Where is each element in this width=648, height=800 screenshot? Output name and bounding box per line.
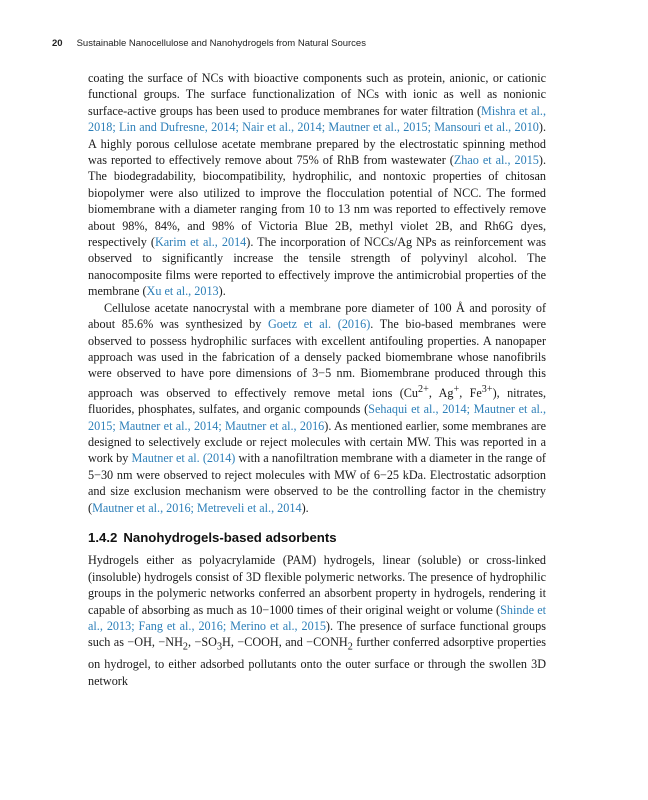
text-span: ). The incorporation of NCCs/Ag NPs as reinforcement was observed to significantly increase the tensile strength of polyvinyl alcohol. The nanocomposite films were reported to effectively improve the antimicrobial properties of the membrane ( (88, 235, 547, 299)
section-heading (88, 530, 546, 546)
text-span: . The bio-based membranes were observed to possess hydrophilic surfaces with excellent antifouling properties. A nanopaper approach was used in the fabrication of a densely packed biomembrane whose nanofibrils were observed to have pore dimensions of 3−5 nm. Biomembrane produced through this approach was observed to effectively remove metal ions (Cu (88, 317, 547, 400)
book-title: Sustainable Nanocellulose and Nanohydrogels from Natural Sources (76, 38, 366, 49)
text-span: ). (301, 500, 309, 515)
text-span: Hydrogels either as polyacrylamide (PAM) hydrogels, linear (soluble) or cross-linked (insoluble) hydrogels consist of 3D flexible polymeric networks. The presence of hydrophilic groups in the polymeric networks conferred an absorbent property in hydrogels, rendering it capable of absorbing as much as 10−1000 times of their original weight or volume ( (88, 553, 546, 617)
citation-link[interactable]: Shinde et al., 2013; Fang et al., 2016; Merino et al., 2015 (88, 602, 546, 634)
text-span: Cellulose acetate nanocrystal with a membrane pore diameter of 100 Å and porosity of about 85.6% was synthesized by (88, 300, 546, 332)
text-span: with a nanofiltration membrane with a diameter in the range of 5−30 nm were observed to reject molecules with MW of 6−25 kDa. Electrostatic adsorption and size exclusion mechanism were observed to be the controlling factor in the chemistry ( (88, 451, 546, 515)
text-span: , Ag (428, 385, 454, 400)
text-span: ). A highly porous cellulose acetate membrane prepared by the electrostatic spinning method was reported to effectively remove about 75% of RhB from wastewater ( (88, 120, 546, 168)
subscript: 3 (216, 641, 223, 653)
paragraph-3 (88, 552, 546, 689)
superscript: 2+ (418, 383, 429, 395)
paragraph-2 (88, 300, 546, 516)
text-span: ). The biodegradability, biocompatibility, hydrophilic, and nontoxic properties of chitosan biopolymer were also utilized to improve the flocculation potential of NCC. The formed biomembrane with a diameter ranging from 10 to 13 nm was reported to effectively remove about 98%, 84%, and 98% of Victoria Blue 2B, methyl violet 2B, and Rh6G dyes, respectively ( (88, 153, 546, 250)
citation-link[interactable]: Sehaqui et al., 2014; Mautner et al., 2015; Mautner et al., 2014; Mautner et al., 2016 (88, 402, 546, 433)
citation-link[interactable]: Mautner et al., 2016; Metreveli et al., 2014 (92, 500, 302, 515)
page-number: 20 (52, 38, 63, 49)
superscript: 3+ (481, 383, 493, 395)
text-span: , Fe (459, 385, 482, 400)
text-span: ). As mentioned earlier, some membranes are designed to selectively exclude or reject molecules with certain MW. This was reported in a work by (88, 418, 546, 466)
citation-link[interactable]: Mishra et al., 2018; Lin and Dufresne, 2014; Nair et al., 2014; Mautner et al., 2015; Mansouri et al., 2010 (88, 103, 546, 135)
citation-link[interactable]: Goetz et al. (2016) (267, 317, 371, 332)
subscript: 2 (182, 641, 188, 653)
text-span: further conferred adsorptive properties on hydrogel, to either adsorbed pollutants onto the outer surface or through the swollen 3D network (88, 635, 546, 688)
superscript: + (453, 383, 460, 395)
citation-link[interactable]: Zhao et al., 2015 (453, 153, 539, 168)
text-span: coating the surface of NCs with bioactive components such as protein, anionic, or cationic functional groups. The surface functionalization of NCs with ionic as well as nonionic surface-active groups has been used to produce membranes for water filtration ( (88, 71, 546, 118)
citation-link[interactable]: Xu et al., 2013 (146, 284, 219, 299)
text-span: H, −COOH, and −CONH (222, 635, 348, 650)
text-span: , −SO (187, 635, 217, 650)
text-span: ), nitrates, fluorides, phosphates, sulfates, and organic compounds ( (88, 385, 546, 417)
paragraph-1 (88, 70, 546, 300)
section-number: 1.4.2 (88, 530, 118, 546)
text-span: ). The presence of surface functional groups such as −OH, −NH (88, 619, 546, 650)
running-header (52, 38, 612, 54)
body-text (88, 70, 546, 689)
section-title: Nanohydrogels-based adsorbents (123, 530, 337, 546)
citation-link[interactable]: Karim et al., 2014 (154, 235, 247, 250)
subscript: 2 (347, 641, 353, 653)
citation-link[interactable]: Mautner et al. (2014) (131, 451, 236, 466)
text-span: ). (218, 284, 226, 299)
